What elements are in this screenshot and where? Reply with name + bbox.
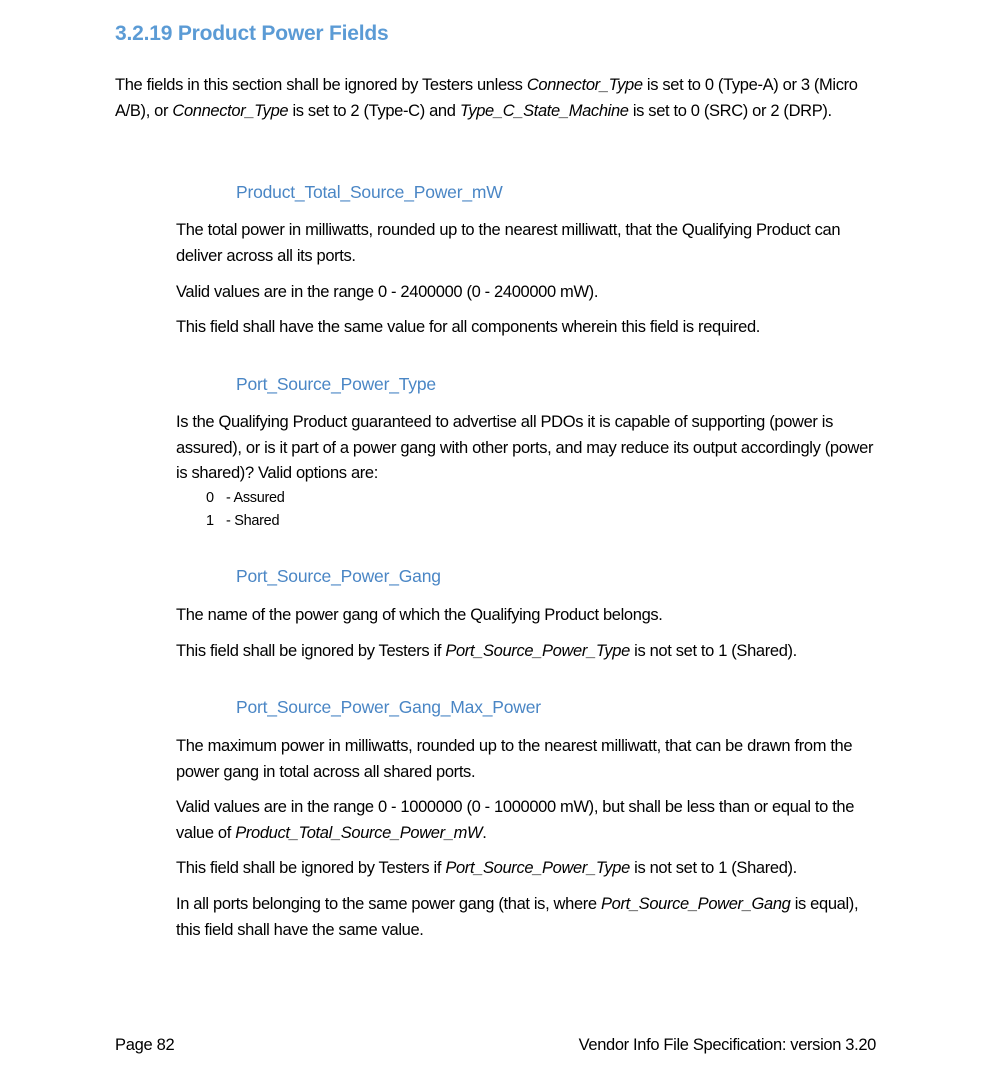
field-description: The maximum power in milliwatts, rounded up to the nearest milliwatt, that can be drawn from the power gang in total across all shared ports. <box>176 737 853 781</box>
page-number: Page 82 <box>115 1036 175 1054</box>
field-title-port-source-power-type: Port_Source_Power_Type <box>236 374 436 394</box>
field-description: The total power in milliwatts, rounded up to the nearest milliwatt, that the Qualifying Product can deliver across all its ports. <box>176 221 841 265</box>
option-item: 0 - Assured <box>206 490 285 506</box>
field-title-product-total-source-power: Product_Total_Source_Power_mW <box>236 182 503 202</box>
field-note: This field shall have the same value for all components wherein this field is required. <box>176 318 761 336</box>
option-item: 1 - Shared <box>206 513 280 529</box>
field-valid-range: Valid values are in the range 0 - 1000000 (0 - 1000000 mW), but shall be less than or equal to the value of Product_Total_Source_Power_mW. <box>176 798 855 842</box>
field-note: In all ports belonging to the same power gang (that is, where Port_Source_Power_Gang is equal), this field shall have the same value. <box>176 895 859 939</box>
field-note: This field shall be ignored by Testers if Port_Source_Power_Type is not set to 1 (Shared). <box>176 859 797 877</box>
field-description: The name of the power gang of which the Qualifying Product belongs. <box>176 606 663 624</box>
field-valid-range: Valid values are in the range 0 - 2400000 (0 - 2400000 mW). <box>176 283 599 301</box>
field-title-port-source-power-gang-max-power: Port_Source_Power_Gang_Max_Power <box>236 697 541 717</box>
field-note: This field shall be ignored by Testers if Port_Source_Power_Type is not set to 1 (Shared). <box>176 642 797 660</box>
field-title-port-source-power-gang: Port_Source_Power_Gang <box>236 566 441 586</box>
section-heading: 3.2.19 Product Power Fields <box>115 22 389 45</box>
intro-paragraph: The fields in this section shall be ignored by Testers unless Connector_Type is set to 0 (Type-A) or 3 (Micro A/B), or Connector_Type is set to 2 (Type-C) and Type_C_State_Machine is set to 0 (SRC) or 2 (DRP). <box>115 76 858 120</box>
document-title: Vendor Info File Specification: version 3.20 <box>578 1036 876 1054</box>
field-description: Is the Qualifying Product guaranteed to advertise all PDOs it is capable of supporting (power is assured), or is it part of a power gang with other ports, and may reduce its output accordingly (power is shared)? Valid options are: <box>176 413 874 482</box>
